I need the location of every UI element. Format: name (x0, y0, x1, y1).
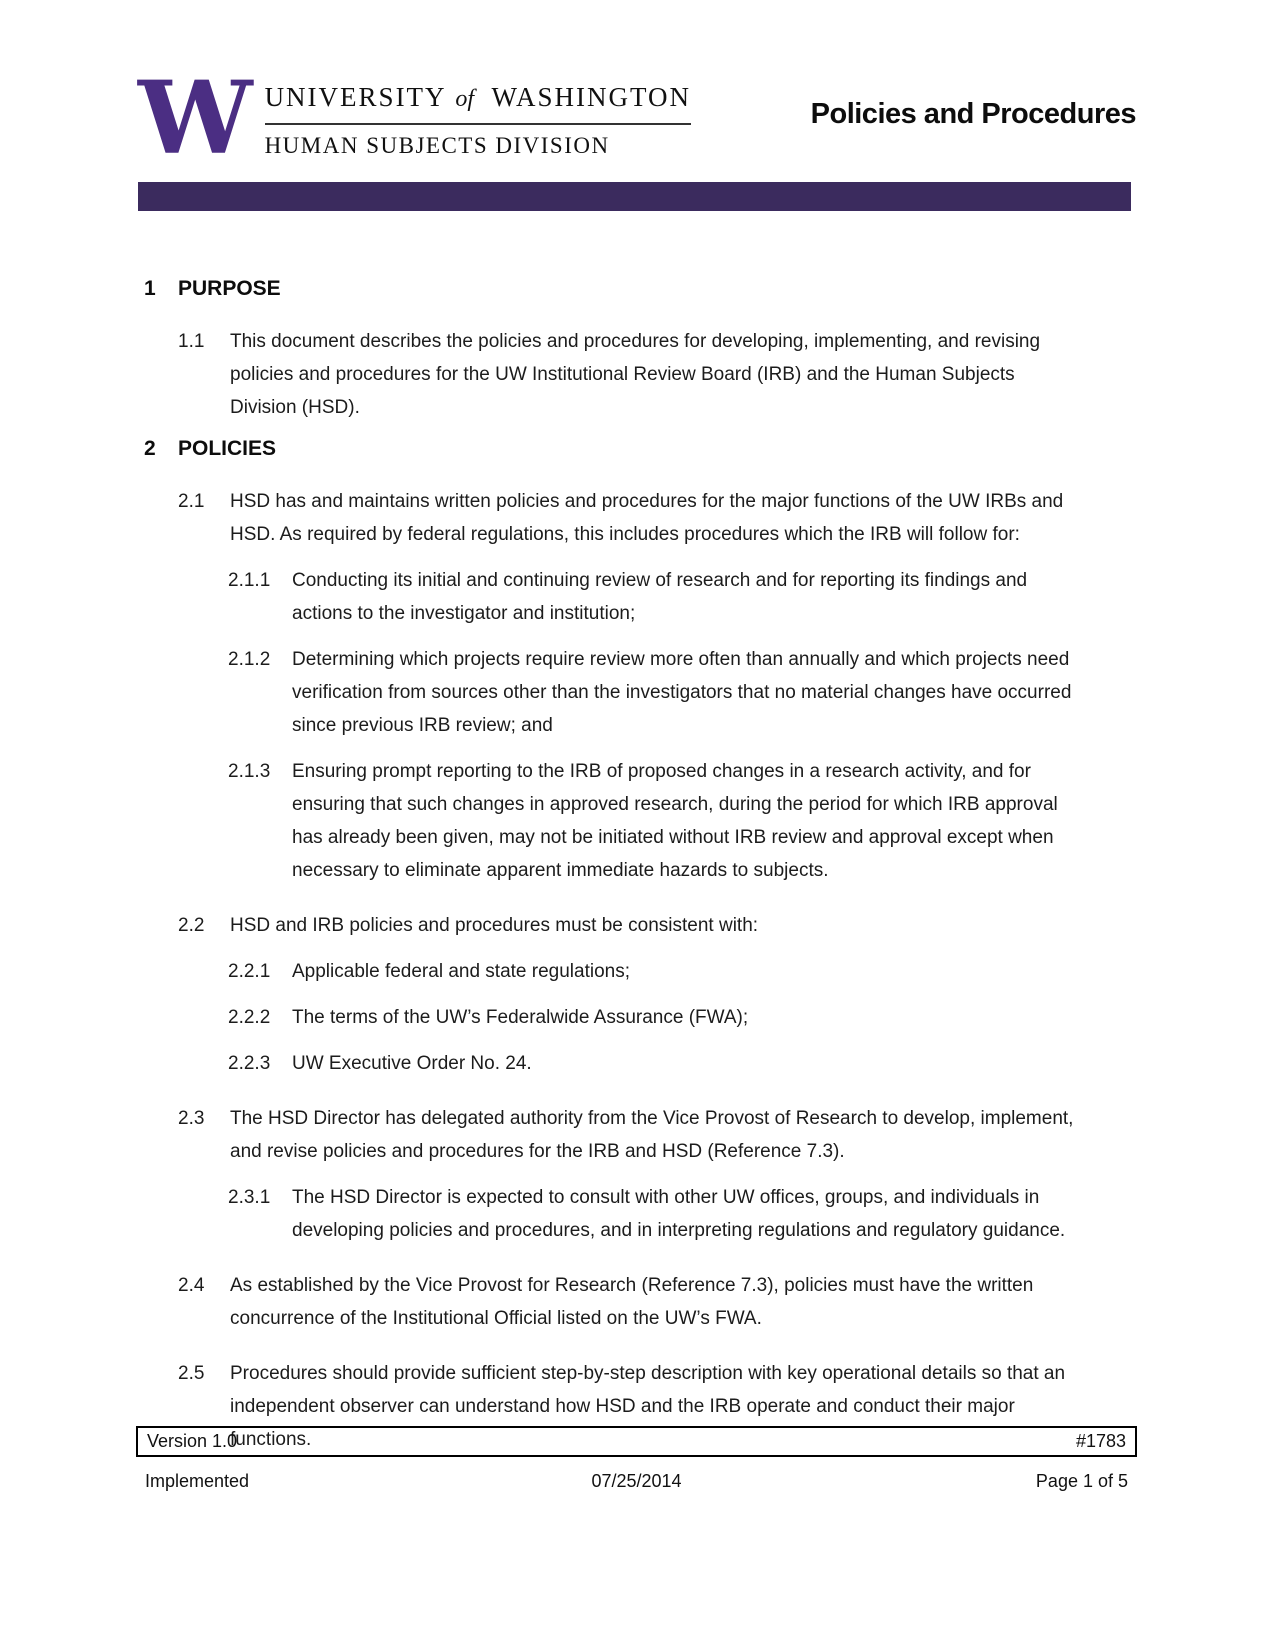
uw-block-w-logo: W (138, 59, 249, 177)
clause-number: 2.2 (178, 915, 205, 936)
status-label: Implemented (145, 1471, 250, 1491)
clause-number: 2.3.1 (228, 1187, 271, 1208)
section-heading (138, 277, 1136, 301)
version-label: Version 1.0 (147, 1431, 238, 1451)
page-header (138, 59, 1136, 177)
section-policies (138, 437, 1136, 1456)
page-footer (136, 1426, 1137, 1492)
clause-text: Conducting its initial and continuing review of research and for reporting its findings and actions to the investigator and institution; (292, 570, 1028, 624)
section-title: PURPOSE (178, 277, 281, 300)
section-heading (138, 437, 1136, 461)
version-box (136, 1426, 1137, 1457)
university-wordmark (265, 82, 691, 125)
uw-wordmark-block (265, 76, 691, 159)
wordmark-of: of (455, 86, 474, 112)
clause-2-2-1 (138, 955, 1136, 988)
clause-2-4 (138, 1269, 1136, 1335)
wordmark-university: UNIVERSITY (264, 82, 447, 112)
clause-text: Applicable federal and state regulations; (292, 961, 631, 982)
clause-number: 2.1.3 (228, 761, 271, 782)
division-name: HUMAN SUBJECTS DIVISION (264, 133, 610, 158)
clause-text: HSD has and maintains written policies and procedures for the major functions of the UW IRBs and HSD. As required by federal regulations, this includes procedures which the IRB will follow for: (230, 491, 1064, 545)
clause-2-2-2 (138, 1001, 1136, 1034)
page-indicator: Page 1 of 5 (1035, 1471, 1128, 1491)
clause-2-1-2 (138, 643, 1136, 742)
clause-2-2-3 (138, 1047, 1136, 1080)
clause-2-1-1 (138, 564, 1136, 630)
clause-text: The terms of the UW’s Federalwide Assurance (FWA); (292, 1007, 749, 1028)
page-content (138, 0, 1136, 1469)
clause-2-3 (138, 1102, 1136, 1168)
clause-text: As established by the Vice Provost for Research (Reference 7.3), policies must have the written concurrence of the Institutional Official listed on the UW’s FWA. (230, 1275, 1034, 1329)
clause-text: UW Executive Order No. 24. (292, 1053, 532, 1074)
clause-number: 2.2.3 (228, 1053, 271, 1074)
section-purpose (138, 277, 1136, 424)
clause-number: 2.3 (178, 1108, 205, 1129)
clause-1-1 (138, 325, 1136, 424)
clause-2-2 (138, 909, 1136, 942)
section-number: 1 (144, 277, 156, 300)
wordmark-washington: WASHINGTON (491, 82, 691, 112)
clause-text: Ensuring prompt reporting to the IRB of proposed changes in a research activity, and for ensuring that such changes in approved research, during the period for which IRB approval has already been given, may not be initiated without IRB review and approval except when necessary to eliminate apparent immediate hazards to subjects. (292, 761, 1058, 881)
clause-2-3-1 (138, 1181, 1136, 1247)
section-number: 2 (144, 437, 156, 460)
document-body (138, 277, 1136, 1456)
clause-number: 2.4 (178, 1275, 205, 1296)
clause-number: 2.5 (178, 1363, 205, 1384)
section-title: POLICIES (178, 437, 277, 460)
implemented-date: 07/25/2014 (591, 1471, 682, 1491)
clause-text: The HSD Director has delegated authority from the Vice Provost of Research to develop, implement, and revise policies and procedures for the IRB and HSD (Reference 7.3). (230, 1108, 1074, 1162)
clause-text: This document describes the policies and procedures for developing, implementing, and revising policies and procedures for the UW Institutional Review Board (IRB) and the Human Subjects Division (HSD). (230, 331, 1041, 418)
purple-banner-bar (138, 182, 1131, 211)
uw-brand-block (138, 59, 691, 177)
clause-number: 2.1.1 (228, 570, 271, 591)
clause-number: 1.1 (178, 331, 205, 352)
doc-number: #1783 (1075, 1431, 1126, 1451)
clause-text: Determining which projects require review more often than annually and which projects need verification from sources other than the investigators that no material changes have occurred since previous IRB review; and (292, 649, 1072, 736)
clause-text: The HSD Director is expected to consult with other UW offices, groups, and individuals in developing policies and procedures, and in interpreting regulations and regulatory guidance. (292, 1187, 1066, 1241)
clause-number: 2.2.1 (228, 961, 271, 982)
clause-number: 2.1 (178, 491, 205, 512)
clause-text: Procedures should provide sufficient step-by-step description with key operational details so that an independent observer can understand how HSD and the IRB operate and conduct their major functions. (230, 1363, 1066, 1450)
clause-2-1 (138, 485, 1136, 551)
clause-number: 2.2.2 (228, 1007, 271, 1028)
clause-text: HSD and IRB policies and procedures must be consistent with: (230, 915, 759, 936)
clause-2-1-3 (138, 755, 1136, 887)
document-title: Policies and Procedures (810, 98, 1136, 130)
clause-number: 2.1.2 (228, 649, 271, 670)
footer-status-row (136, 1471, 1137, 1492)
